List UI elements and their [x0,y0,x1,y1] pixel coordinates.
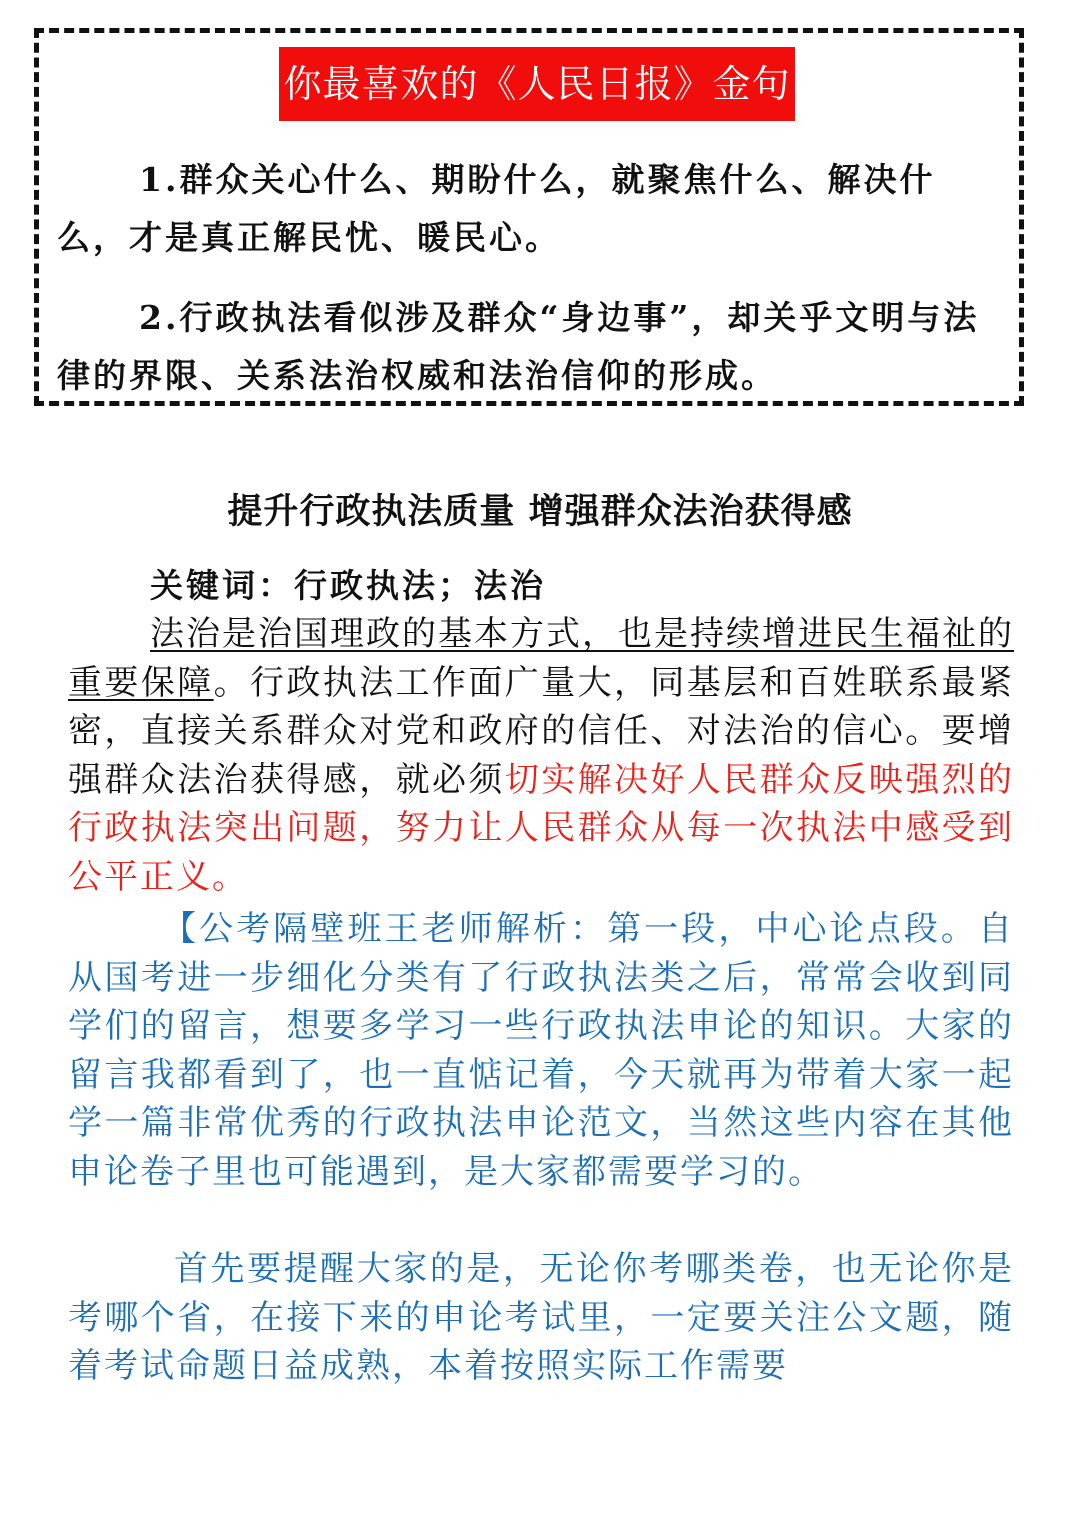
quote-banner: 你最喜欢的《人民日报》金句 [279,47,795,121]
highlighted-red-text: 切实解决好人民群众反映强烈的行政执法突出问题，努力让人民群众从每一次执法中感受到公平正义。 [68,759,1015,897]
analysis-paragraph-2: 首先要提醒大家的是，无论你考哪类卷，也无论你是考哪个省，在接下来的申论考试里，一定要关注公文题，随着考试命题日益成熟，本着按照实际工作需要 [68,1249,1014,1386]
article-keywords: 关键词：行政执法；法治 [150,566,546,605]
analysis-paragraph-1: 【公考隔壁班王老师解析：第一段，中心论点段。自从国考进一步细化分类有了行政执法类之后，常常会收到同学们的留言，想要多学习一些行政执法申论的知识。大家的留言我都看到了，也一直惦记着，今天就再为带着大家一起学一篇非常优秀的行政执法申论范文，当然这些内容在其他申论卷子里也可能遇到，是大家都需要学习的。 [68,909,1014,1192]
quote-item-1: 1.群众关心什么、期盼什么，就聚焦什么、解决什么，才是真正解民忧、暖民心。 [57,160,936,257]
quote-item-2: 2.行政执法看似涉及群众“身边事”，却关乎文明与法律的界限、关系法治权威和法治信仰的形成。 [57,298,980,395]
article-paragraph-1 [68,610,1014,901]
article-title: 提升行政执法质量 增强群众法治获得感 [227,491,853,532]
paragraph-text: 。行政执法工作面广量大，同基层和百姓联系最紧密，直接关系群众对党和政府的信任、对法治的信心。要增强群众法治获得感，就必须 [68,662,1015,800]
underlined-thesis: 法治是治国理政的基本方式，也是持续增进民生福祉的重要保障 [68,614,1014,703]
golden-quote-box [34,28,1024,406]
